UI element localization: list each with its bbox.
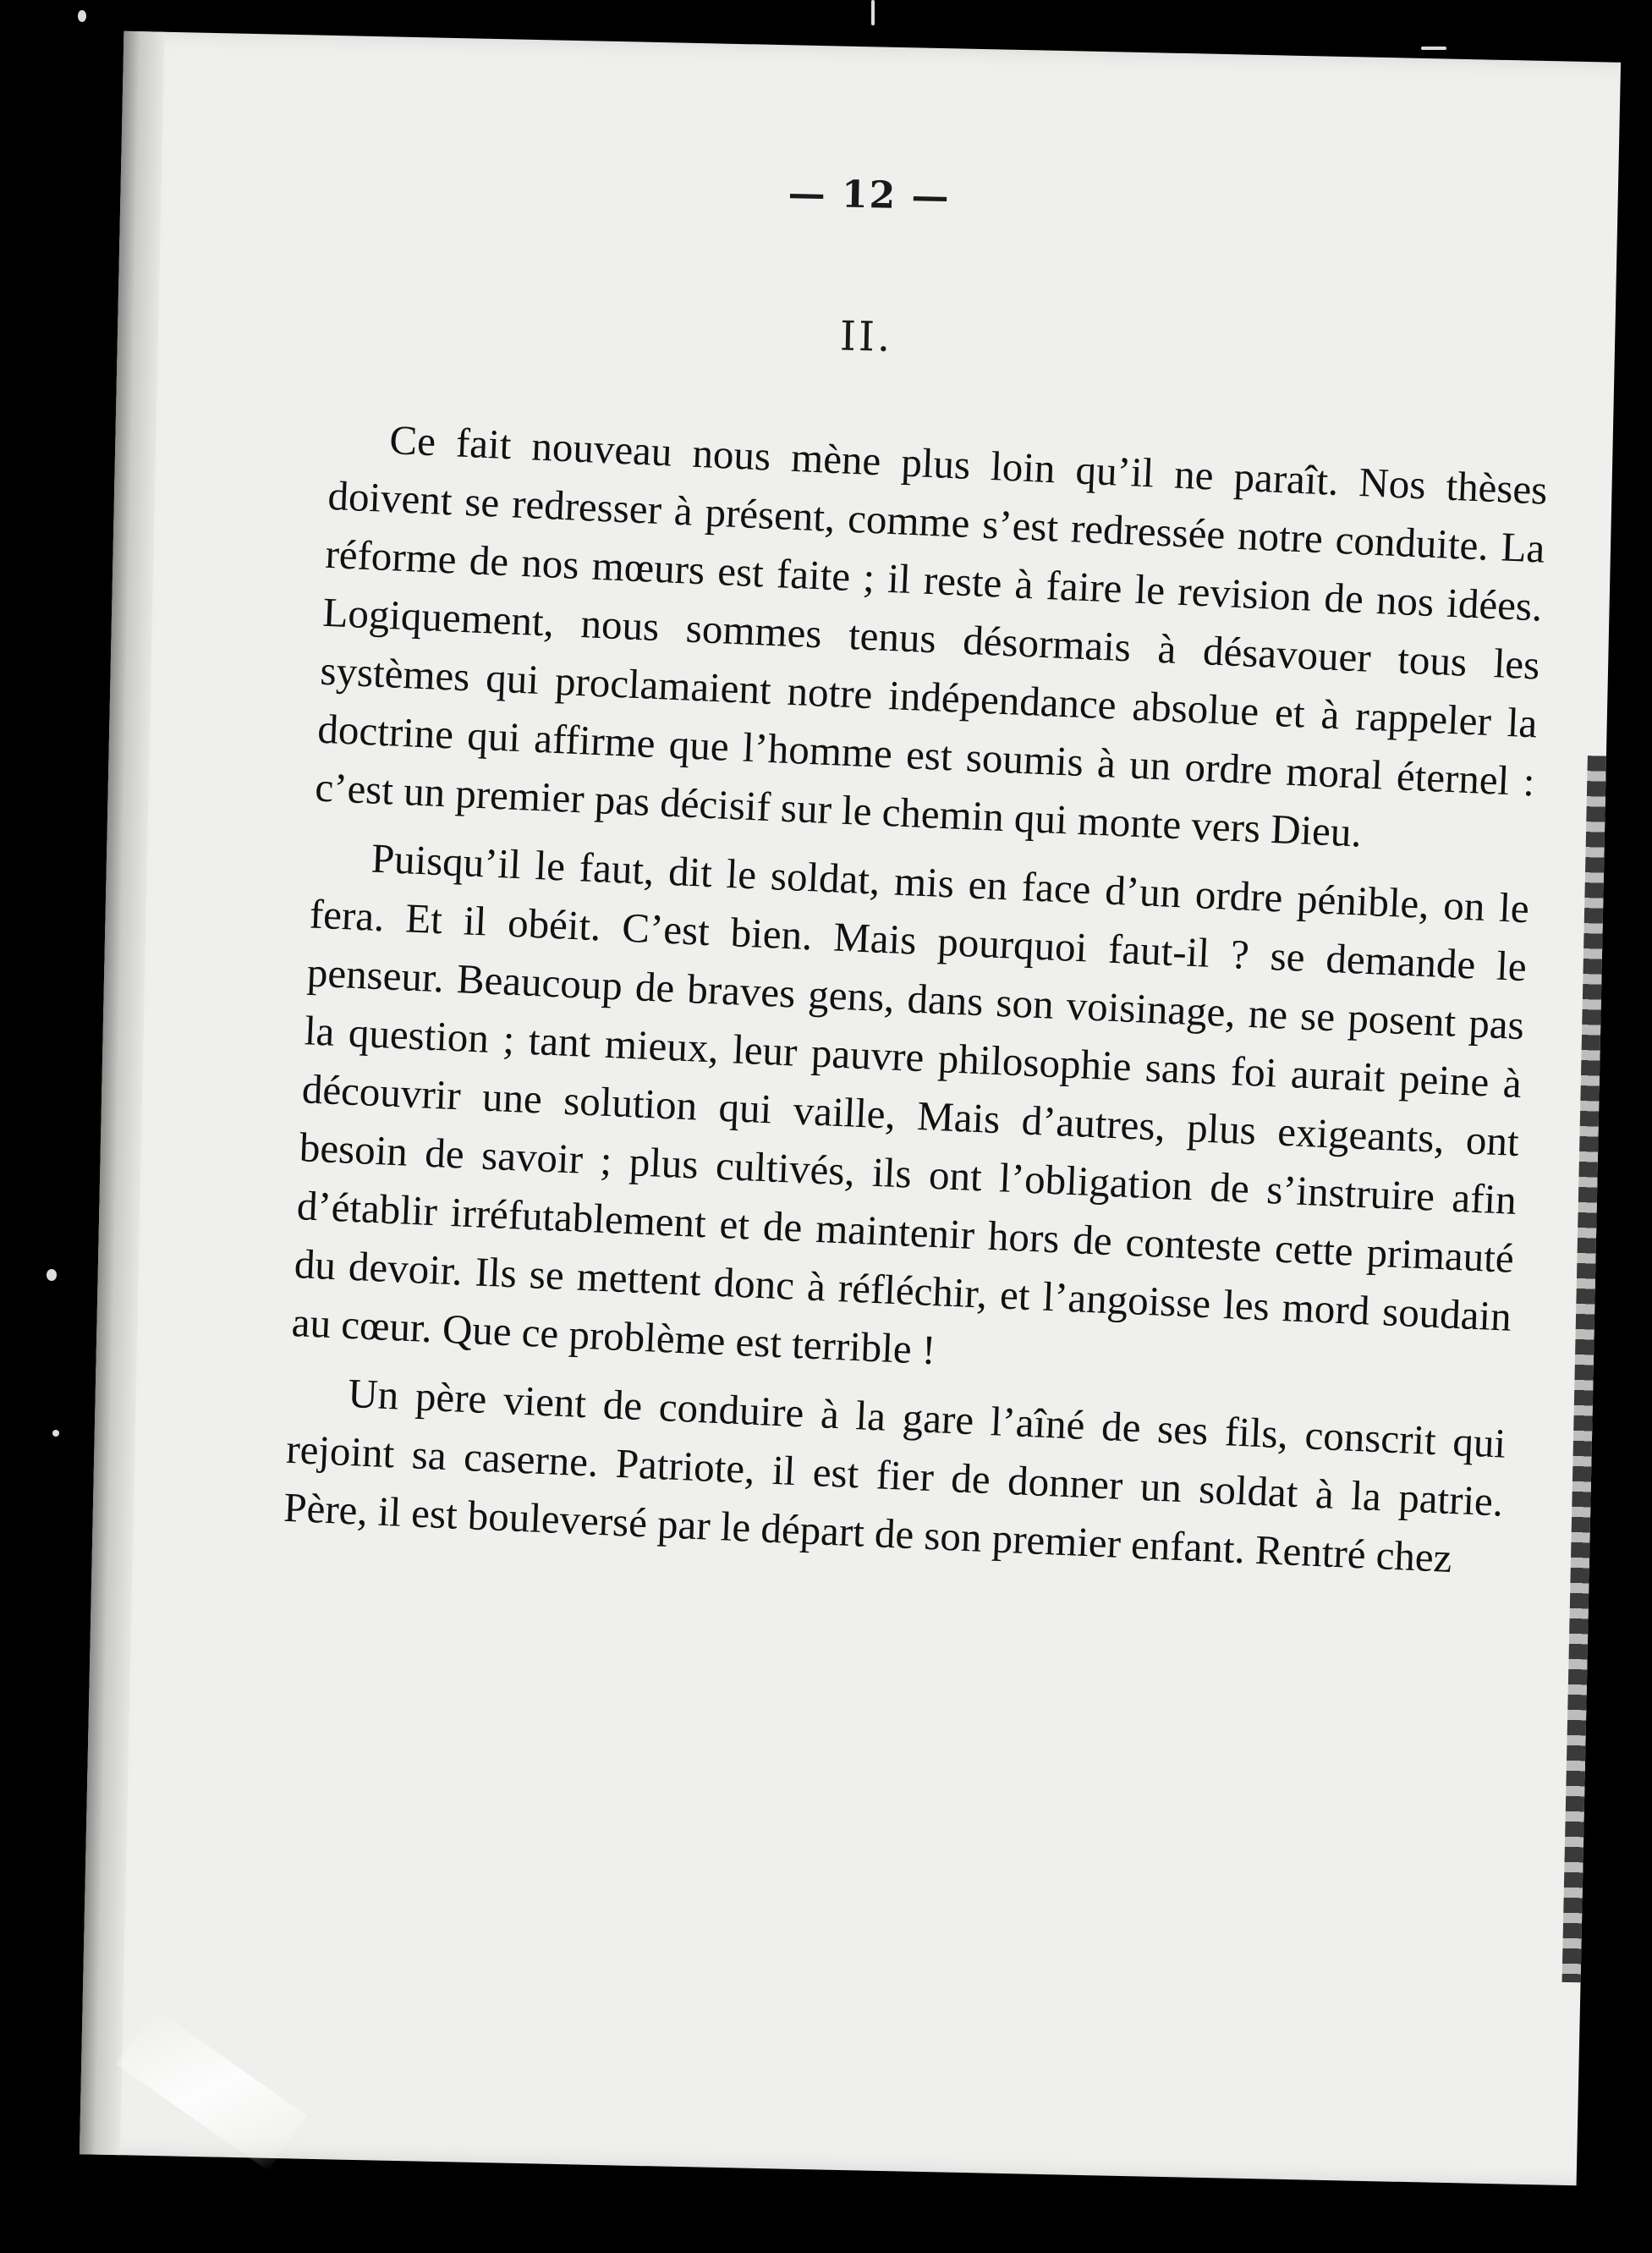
scan-speck: [78, 10, 86, 22]
paragraph: Ce fait nouveau nous mène plus loin qu’il ne paraît. Nos thèses doivent se redresser à présent, comme s’est redressée notre conduite. La réforme de nos mœurs est faite ; il reste à faire le revision de nos idées. Logiquement, nous sommes tenus désormais à désavouer tous les systèmes qui proclamaient notre indépendance absolue et à rappeler la doctrine qui affirme que l’homme est soumis à un ordre moral éternel : c’est un premier pas décisif sur le chemin qui monte vers Dieu.: [314, 416, 1549, 856]
scan-speck: [52, 1430, 59, 1437]
scan-speck: [1421, 47, 1446, 50]
page-edge-stack: [1562, 756, 1606, 1982]
section-heading: II.: [839, 312, 893, 361]
paragraph: Puisqu’il le faut, dit le soldat, mis en face d’un ordre pénible, on le fera. Et il obéit. C’est bien. Mais pourquoi faut-il ? se demande le penseur. Beaucoup de braves gens, dans son voisinage, ne se posent pas la question ; tant mieux, leur pauvre philosophie sans foi aurait peine à découvrir une solution qui vaille, Mais d’autres, plus exigeants, ont besoin de savoir ; plus cultivés, ils ont l’obligation de s’instruire afin d’établir irréfutablement et de maintenir hors de conteste cette primauté du devoir. Ils se mettent donc à réfléchir, et l’angoisse les mord soudain au cœur. Que ce problème est terrible !: [290, 834, 1530, 1374]
book-page: [80, 31, 1621, 2186]
body-text: [282, 408, 1548, 1600]
scan-speck: [47, 1269, 57, 1281]
paragraph: Un père vient de conduire à la gare l’aîné de ses fils, conscrit qui rejoint sa caserne. Patriote, il est fier de donner un soldat à la patrie. Père, il est bouleversé par le départ de son premier enfant. Rentré chez: [283, 1369, 1507, 1582]
page-number: — 12 —: [788, 172, 952, 219]
page-gutter-shadow: [80, 31, 165, 2155]
scan-speck: [871, 0, 875, 25]
